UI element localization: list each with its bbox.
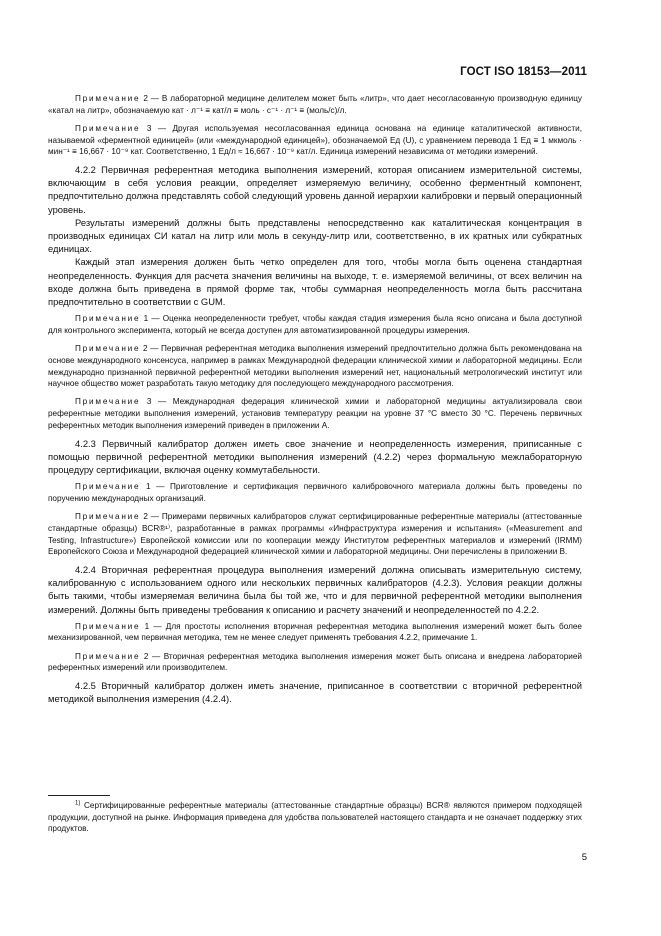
note-enzyme-unit bbox=[48, 123, 582, 158]
page-number: 5 bbox=[581, 852, 587, 863]
note-text: 2 — Примерами первичных калибраторов служат сертифицированные референтные материалы (аттестованные стандартные образцы) BCR®¹⁾, разработанные в рамках программы «Инфраструктура измерения и испытания» («Measurement and Testing, Infrastructure») Европейской комиссии или по кооперации между Институтом референтных материалов и измерений (IRMM) Европейского Союза и Международной федерацией клинической химии и лабораторной медицины. Они перечислены в приложении В. bbox=[48, 512, 582, 557]
note-label: Примечание bbox=[75, 123, 141, 133]
clause-4-2-2: 4.2.2 Первичная референтная методика выполнения измерений, которая описанием измерительной системы, включающим в себя условия реакции, определяет измеряемую величину, особенно ферментный компонент, предпочтительно должна представлять собой следующий уровень данной иерархии калибровки и первый операционный уровень. bbox=[48, 164, 582, 215]
footnote bbox=[48, 800, 582, 835]
note-label: Примечание bbox=[75, 397, 141, 407]
page-body bbox=[48, 93, 582, 705]
note-text: 3 — Другая используемая несогласованная единица основана на единице каталитической активности, называемой «ферментной единицей» (или «международной единицей»), обозначаемой Ед (U), с уравнением перевода 1 Ед ≡ 1 мкмоль · мин⁻¹ ≡ 16,667 · 10⁻⁹ кат. Соответственно, 1 Ед/л ≈ 16,667 · 10⁻⁹ кат/л. Единица измерений независима от методики измерений. bbox=[48, 123, 582, 157]
standard-designation: ГОСТ ISO 18153—2011 bbox=[460, 66, 587, 78]
note-text: 2 — Первичная референтная методика выполнения измерений предпочтительно должна быть рекомендована на основе международного консенсуса, например в рамках Международной федерации клинической химии и лабораторной медицины. Если международно признанной первичной референтной методики выполнения измерений нет, национальный метрологический институт или научное общество может разработать такую методику для последующего международного рассмотрения. bbox=[48, 344, 582, 389]
clause-4-2-4: 4.2.4 Вторичная референтная процедура выполнения измерений должна описывать измерительную систему, калиброванную с использованием одного или нескольких первичных калибраторов (4.2.3). Условия реакции должны быть такими, чтобы измеряемая величина была бы той же, что и для первичной референтной методики выполнения измерений. Должны быть приведены требования к описанию и расчету значений и неопределенностей по 4.2.2. bbox=[48, 563, 582, 615]
clause-4-2-5: 4.2.5 Вторичный калибратор должен иметь значение, приписанное в соответствии с вторичной референтной методикой выполнения измерения (4.2.4). bbox=[48, 680, 582, 705]
note-calibrator-certification bbox=[48, 481, 582, 504]
note-label: Примечание bbox=[75, 314, 141, 324]
note-bcr-materials bbox=[48, 511, 582, 558]
note-text: 2 — В лабораторной медицине делителем может быть «литр», что дает несогласованную производную единицу «катал на литр», обозначаемую кат · л⁻¹ ≡ кат/л ≡ моль · с⁻¹ · л⁻¹ ≡ (моль/с)/л. bbox=[48, 94, 582, 115]
footnote-text: Сертифицированные референтные материалы (аттестованные стандартные образцы) BCR® являются примером подходящей продукции, доступной на рынке. Информация приведена для удобства пользователей настоящего стандарта и не означает поддержку этих продуктов. bbox=[48, 801, 582, 834]
note-text: 3 — Международная федерация клинической химии и лабораторной медицины актуализировала свои референтные методики выполнения измерений, установив температуру реакции на уровне 37 °С вместо 30 °С. Перечень первичных референтных методик выполнения измерений приведен в приложении А. bbox=[48, 397, 582, 430]
note-text: 1 — Оценка неопределенности требует, чтобы каждая стадия измерения была ясно описана и была доступной для контрольного эксперимента, который не всегда доступен для автоматизированной процедуры измерения. bbox=[48, 314, 582, 335]
footnote-marker: 1) bbox=[75, 800, 81, 807]
clause-4-2-3: 4.2.3 Первичный калибратор должен иметь свое значение и неопределенность измерения, приписанные с помощью первичной референтной методики выполнения измерений (4.2.2) через формальную межлабораторную процедуру сертификации, включая оценку коммутабельности. bbox=[48, 437, 582, 475]
note-reaction-temperature bbox=[48, 396, 582, 431]
note-uncertainty-estimation bbox=[48, 313, 582, 336]
note-text: 1 — Приготовление и сертификация первичного калибровочного материала должны быть проведены по поручению международных организаций. bbox=[48, 482, 582, 503]
note-label: Примечание bbox=[75, 651, 141, 661]
note-international-consensus bbox=[48, 343, 582, 390]
note-text: 1 — Для простоты исполнения вторичная референтная методика выполнения измерений может быть более механизированной, чем первичная методика, тем не менее следует применять требования 4.2.2, примечание 1. bbox=[48, 621, 582, 643]
note-label: Примечание bbox=[75, 621, 141, 631]
note-lab-medicine-divisor bbox=[48, 93, 582, 116]
note-text: 2 — Вторичная референтная методика выполнения измерения может быть описана и внедрена лабораторией референтных измерений или производителем. bbox=[48, 651, 582, 673]
clause-4-2-2-uncertainty: Каждый этап измерения должен быть четко определен для того, чтобы могла быть оценена стандартная неопределенность. Функция для расчета значения величины на выходе, т. е. измеряемой величины, от всех величин на входе должна быть приведена в прямой форме так, чтобы суммарная неопределенность могла быть рассчитана предпочтительно в соответствии с GUM. bbox=[48, 256, 582, 308]
note-label: Примечание bbox=[75, 512, 141, 522]
note-label: Примечание bbox=[75, 482, 141, 492]
note-label: Примечание bbox=[75, 94, 141, 103]
clause-4-2-2-results: Результаты измерений должны быть представлены непосредственно как каталитическая концентрация в производных единицах СИ катал на литр или моль в секунду-литр или, соответственно, в их кратных или субкратных единицах. bbox=[48, 216, 582, 255]
note-label: Примечание bbox=[75, 344, 141, 354]
note-mechanized-procedure bbox=[48, 621, 582, 644]
note-reference-laboratory bbox=[48, 651, 582, 674]
footnote-divider bbox=[48, 795, 110, 796]
